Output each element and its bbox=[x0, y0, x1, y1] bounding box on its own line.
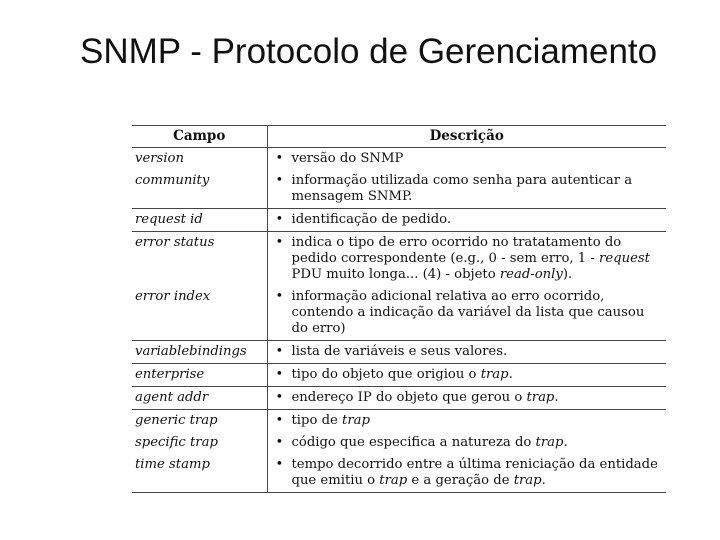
table-row bbox=[132, 148, 666, 171]
table-row bbox=[132, 341, 666, 364]
field-description bbox=[267, 410, 666, 433]
bullet-icon: • bbox=[275, 235, 284, 250]
table-row bbox=[132, 232, 666, 287]
header-campo: Campo bbox=[132, 126, 267, 148]
text-segment: . bbox=[563, 435, 568, 450]
field-name: enterprise bbox=[132, 364, 267, 387]
bullet-icon: • bbox=[275, 344, 284, 359]
header-descricao: Descrição bbox=[267, 126, 666, 148]
description-text bbox=[292, 235, 663, 283]
italic-term: trap bbox=[480, 367, 509, 382]
description-text bbox=[292, 289, 663, 337]
field-name: error index bbox=[132, 286, 267, 341]
table-row bbox=[132, 286, 666, 341]
field-name: version bbox=[132, 148, 267, 171]
description-text bbox=[292, 435, 663, 451]
snmp-fields-table bbox=[132, 125, 666, 493]
table-header-row bbox=[132, 126, 666, 148]
italic-term: trap bbox=[513, 473, 542, 488]
text-segment: e a geração de bbox=[407, 473, 514, 488]
text-segment: informação utilizada como senha para autenticar a mensagem SNMP. bbox=[291, 173, 633, 204]
bullet-icon: • bbox=[275, 413, 284, 428]
text-segment: ). bbox=[562, 267, 573, 282]
text-segment: . bbox=[554, 390, 559, 405]
field-name: request id bbox=[132, 209, 267, 232]
description-text bbox=[292, 390, 663, 406]
bullet-icon: • bbox=[275, 173, 284, 188]
field-name: error status bbox=[132, 232, 267, 287]
bullet-icon: • bbox=[275, 367, 284, 382]
text-segment: endereço IP do objeto que gerou o bbox=[291, 390, 527, 405]
italic-term: trap bbox=[379, 473, 408, 488]
table-row bbox=[132, 209, 666, 232]
table-row bbox=[132, 410, 666, 433]
text-segment: identificação de pedido. bbox=[291, 212, 452, 227]
field-name: time stamp bbox=[132, 454, 267, 493]
field-description bbox=[267, 209, 666, 232]
italic-term: trap bbox=[526, 390, 555, 405]
table-row bbox=[132, 387, 666, 410]
field-name: variablebindings bbox=[132, 341, 267, 364]
field-description bbox=[267, 148, 666, 171]
text-segment: tipo do objeto que origiou o bbox=[291, 367, 481, 382]
description-text bbox=[292, 367, 663, 383]
text-segment: versão do SNMP bbox=[291, 151, 404, 166]
field-description bbox=[267, 232, 666, 287]
text-segment: informação adicional relativa ao erro ocorrido, contendo a indicação da variável da lista que causou do erro) bbox=[291, 289, 645, 336]
field-name: specific trap bbox=[132, 432, 267, 454]
bullet-icon: • bbox=[275, 289, 284, 304]
field-description bbox=[267, 286, 666, 341]
italic-term: read-only bbox=[499, 267, 563, 282]
description-text bbox=[292, 151, 663, 167]
field-description bbox=[267, 170, 666, 209]
text-segment: lista de variáveis e seus valores. bbox=[291, 344, 508, 359]
table-row bbox=[132, 454, 666, 493]
bullet-icon: • bbox=[275, 457, 284, 472]
bullet-icon: • bbox=[275, 435, 284, 450]
field-description bbox=[267, 341, 666, 364]
italic-term: trap bbox=[535, 435, 564, 450]
field-description bbox=[267, 387, 666, 410]
field-name: community bbox=[132, 170, 267, 209]
bullet-icon: • bbox=[275, 151, 284, 166]
table-row bbox=[132, 364, 666, 387]
text-segment: PDU muito longa... (4) - objeto bbox=[291, 267, 500, 282]
text-segment: . bbox=[541, 473, 546, 488]
description-text bbox=[292, 212, 663, 228]
bullet-icon: • bbox=[275, 390, 284, 405]
field-name: agent addr bbox=[132, 387, 267, 410]
table-row bbox=[132, 432, 666, 454]
description-text bbox=[292, 344, 663, 360]
description-text bbox=[292, 173, 663, 205]
slide-title: SNMP - Protocolo de Gerenciamento bbox=[80, 32, 658, 71]
text-segment: código que especifica a natureza do bbox=[291, 435, 536, 450]
text-segment: tipo de bbox=[291, 413, 343, 428]
text-segment: tempo decorrido entre a última reniciação da entidade que emitiu o bbox=[291, 457, 658, 488]
description-text bbox=[292, 413, 663, 429]
italic-term: trap bbox=[342, 413, 370, 428]
field-name: generic trap bbox=[132, 410, 267, 433]
text-segment: . bbox=[508, 367, 513, 382]
italic-term: request bbox=[599, 251, 650, 266]
field-description bbox=[267, 364, 666, 387]
field-description bbox=[267, 432, 666, 454]
table-row bbox=[132, 170, 666, 209]
bullet-icon: • bbox=[275, 212, 284, 227]
description-text bbox=[292, 457, 663, 489]
field-description bbox=[267, 454, 666, 493]
text-segment: indica o tipo de erro ocorrido no tratatamento do pedido correspondente (e.g., 0 - sem erro, 1 - bbox=[291, 235, 622, 266]
